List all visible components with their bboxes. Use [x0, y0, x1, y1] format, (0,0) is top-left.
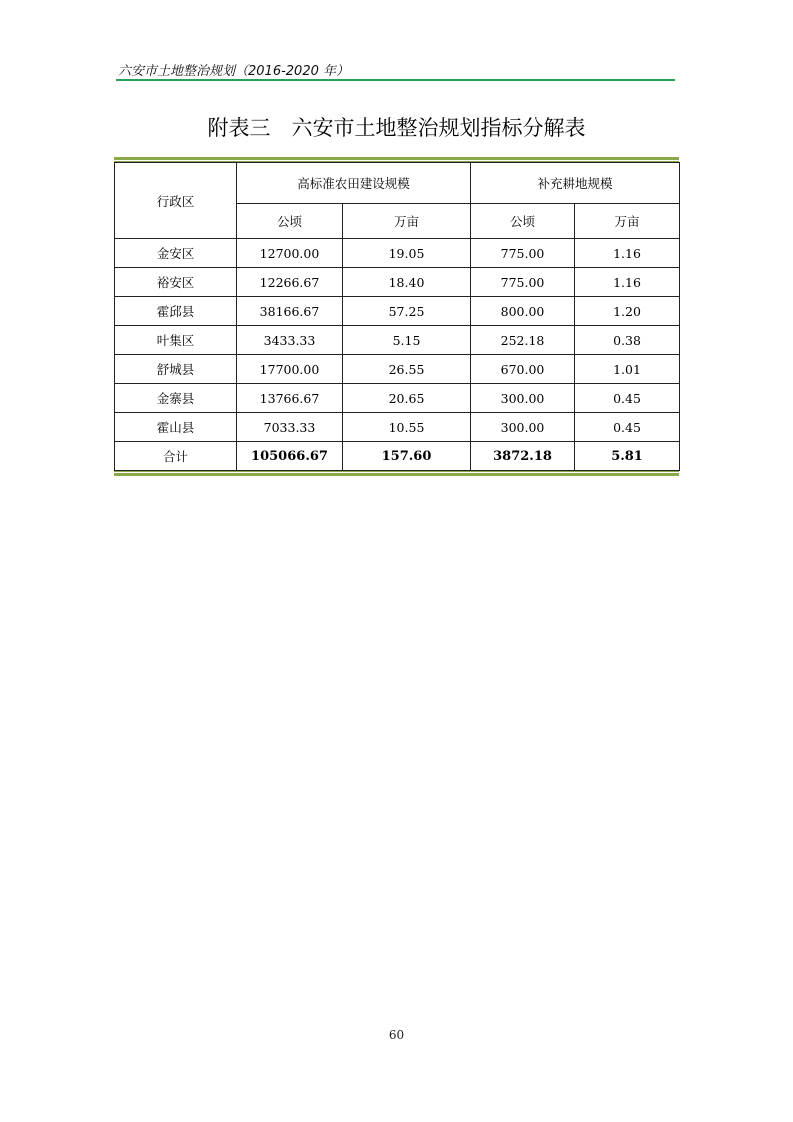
total-cell: 157.60 [343, 442, 471, 471]
value-cell: 57.25 [343, 297, 471, 326]
farmland-group-header: 高标准农田建设规模 [237, 163, 471, 204]
value-cell: 775.00 [471, 268, 575, 297]
value-cell: 0.45 [575, 384, 680, 413]
value-cell: 800.00 [471, 297, 575, 326]
running-header: 六安市土地整治规划（2016-2020 年） [118, 64, 349, 79]
value-cell: 10.55 [343, 413, 471, 442]
value-cell: 3433.33 [237, 326, 343, 355]
unit-header: 公顷 [237, 204, 343, 239]
header-row-1 [115, 163, 680, 204]
value-cell: 252.18 [471, 326, 575, 355]
region-cell: 叶集区 [115, 326, 237, 355]
table-row [115, 239, 680, 268]
table-row [115, 326, 680, 355]
value-cell: 0.45 [575, 413, 680, 442]
region-cell: 霍山县 [115, 413, 237, 442]
value-cell: 13766.67 [237, 384, 343, 413]
total-cell: 3872.18 [471, 442, 575, 471]
value-cell: 1.20 [575, 297, 680, 326]
unit-header: 公顷 [471, 204, 575, 239]
region-header: 行政区 [115, 163, 237, 239]
page-number: 60 [388, 1028, 405, 1042]
table-row [115, 355, 680, 384]
value-cell: 18.40 [343, 268, 471, 297]
arable-group-header: 补充耕地规模 [471, 163, 680, 204]
bottom-rule [114, 471, 679, 476]
value-cell: 26.55 [343, 355, 471, 384]
value-cell: 12266.67 [237, 268, 343, 297]
value-cell: 20.65 [343, 384, 471, 413]
region-cell: 金寨县 [115, 384, 237, 413]
region-cell: 舒城县 [115, 355, 237, 384]
table-title: 附表三 六安市土地整治规划指标分解表 [207, 116, 586, 140]
table-row [115, 413, 680, 442]
header-rule [116, 79, 675, 81]
value-cell: 12700.00 [237, 239, 343, 268]
value-cell: 300.00 [471, 384, 575, 413]
value-cell: 1.16 [575, 239, 680, 268]
table-body [115, 239, 680, 442]
value-cell: 7033.33 [237, 413, 343, 442]
table-container [114, 157, 679, 476]
unit-header: 万亩 [343, 204, 471, 239]
table-row [115, 268, 680, 297]
value-cell: 5.15 [343, 326, 471, 355]
total-cell: 105066.67 [237, 442, 343, 471]
value-cell: 38166.67 [237, 297, 343, 326]
table-row [115, 297, 680, 326]
indicator-table [114, 162, 680, 471]
total-row [115, 442, 680, 471]
unit-header: 万亩 [575, 204, 680, 239]
region-cell: 裕安区 [115, 268, 237, 297]
value-cell: 17700.00 [237, 355, 343, 384]
value-cell: 775.00 [471, 239, 575, 268]
total-cell: 5.81 [575, 442, 680, 471]
region-cell: 金安区 [115, 239, 237, 268]
total-label: 合计 [115, 442, 237, 471]
table-row [115, 384, 680, 413]
region-cell: 霍邱县 [115, 297, 237, 326]
value-cell: 0.38 [575, 326, 680, 355]
value-cell: 1.16 [575, 268, 680, 297]
value-cell: 19.05 [343, 239, 471, 268]
value-cell: 300.00 [471, 413, 575, 442]
value-cell: 670.00 [471, 355, 575, 384]
value-cell: 1.01 [575, 355, 680, 384]
